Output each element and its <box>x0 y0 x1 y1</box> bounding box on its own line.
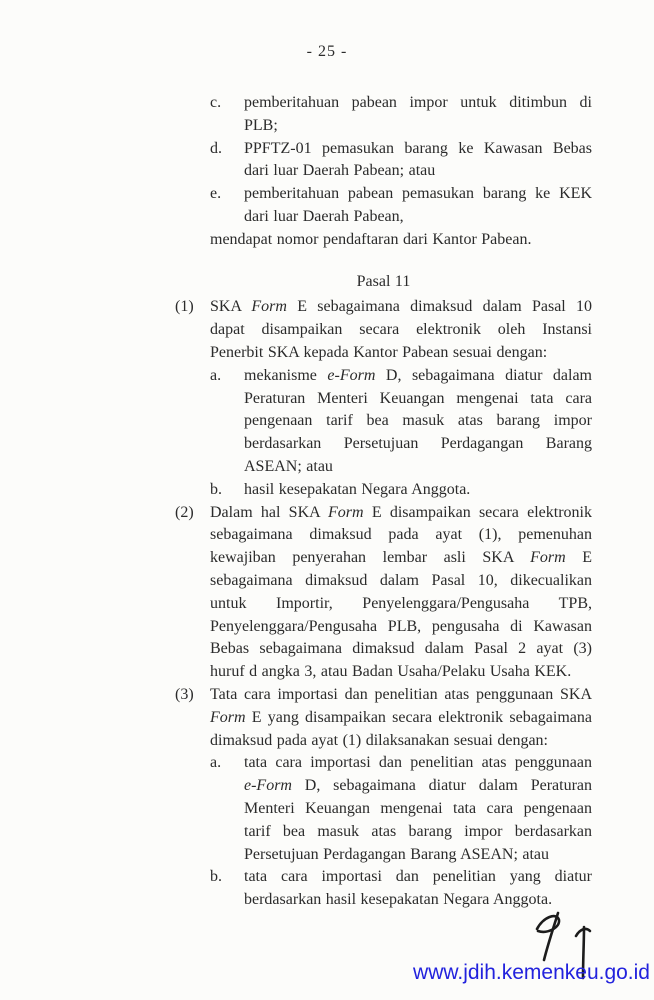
list-item-body <box>244 866 592 912</box>
text-line: pemberitahuan pabean impor untuk ditimbun di <box>244 94 592 111</box>
list-marker: b. <box>210 480 222 498</box>
list-item-body <box>244 479 592 502</box>
list-marker: d. <box>210 139 222 157</box>
text-line: Penerbit SKA kepada Kantor Pabean sesuai dengan: <box>210 343 548 361</box>
paragraph-body <box>210 684 592 752</box>
list-item <box>210 365 592 479</box>
paragraph-2 <box>175 502 592 684</box>
list-marker: e. <box>210 185 222 203</box>
list-marker: c. <box>210 94 222 111</box>
list-marker: a. <box>210 754 222 772</box>
text-line: tata cara importasi dan penelitian atas penggunaan <box>244 754 592 772</box>
list-item <box>210 752 592 866</box>
text-line: Bebas sebagaimana dimaksud dalam Pasal 2 ayat (3) <box>210 640 592 658</box>
text-line: kewajiban penyerahan lembar asli SKA Form E <box>210 549 592 567</box>
document-body <box>175 92 592 912</box>
text-line: berdasarkan hasil kesepakatan Negara Anggota. <box>244 891 553 909</box>
text-line: pemberitahuan pabean pemasukan barang ke KEK <box>244 185 592 203</box>
text-line: untuk Importir, Penyelenggara/Pengusaha TPB, <box>210 594 592 612</box>
list-item-body <box>244 752 592 866</box>
paragraph-1-subitems <box>210 365 592 502</box>
list-continuation <box>210 92 592 252</box>
text-line: sebagaimana dimaksud dalam Pasal 10, dikecualikan <box>210 571 592 589</box>
text-line: Dalam hal SKA Form E disampaikan secara elektronik <box>210 503 592 521</box>
text-line: ASEAN; atau <box>244 457 333 475</box>
footer-url-link[interactable]: www.jdih.kemenkeu.go.id <box>413 961 650 984</box>
text-line: Penyelenggara/Pengusaha PLB, pengusaha di Kawasan <box>210 617 592 635</box>
list-item-body <box>244 183 592 229</box>
text-line: dapat disampaikan secara elektronik oleh Instansi <box>210 321 592 339</box>
list-item <box>210 866 592 912</box>
list-marker: a. <box>210 366 222 384</box>
list-item <box>210 183 592 229</box>
page-number: - 25 - <box>306 43 348 60</box>
closing-line: mendapat nomor pendaftaran dari Kantor Pabean. <box>210 230 532 248</box>
list-marker: b. <box>210 868 222 886</box>
text-line: mekanisme e-Form D, sebagaimana diatur dalam <box>244 366 593 384</box>
text-line: e-Form D, sebagaimana diatur dalam Peraturan <box>244 777 592 795</box>
text-line: Persetujuan Perdagangan Barang ASEAN; atau <box>244 845 550 863</box>
text-line: dimaksud pada ayat (1) dilaksanakan sesuai dengan: <box>210 731 548 749</box>
text-line: berdasarkan Persetujuan Perdagangan Barang <box>244 435 592 453</box>
list-item-body <box>244 92 592 138</box>
text-line: tarif bea masuk atas barang impor berdasarkan <box>244 822 592 840</box>
paragraph-3 <box>175 684 592 752</box>
paragraph-1 <box>175 296 592 364</box>
paragraph-marker: (2) <box>175 503 194 521</box>
paragraph-marker: (3) <box>175 685 194 703</box>
text-line: Menteri Keuangan mengenai tata cara pengenaan <box>244 799 592 817</box>
text-line: Peraturan Menteri Keuangan mengenai tata cara <box>244 389 592 407</box>
pasal-heading: Pasal 11 <box>356 272 411 290</box>
text-line: dari luar Daerah Pabean; atau <box>244 162 436 180</box>
text-line: SKA Form E sebagaimana dimaksud dalam Pasal 10 <box>210 298 593 316</box>
paragraph-3-subitems <box>210 752 592 912</box>
list-item <box>210 479 592 502</box>
text-line: Tata cara importasi dan penelitian atas penggunaan SKA <box>210 685 592 703</box>
text-line: PLB; <box>244 116 278 134</box>
text-line: pengenaan tarif bea masuk atas barang impor <box>244 412 592 430</box>
text-line: tata cara importasi dan penelitian yang diatur <box>244 868 592 886</box>
paragraph-marker: (1) <box>175 298 194 316</box>
list-item <box>210 92 592 138</box>
list-item-body <box>244 365 592 479</box>
list-item-body <box>244 138 592 184</box>
text-line: huruf d angka 3, atau Badan Usaha/Pelaku Usaha KEK. <box>210 663 572 681</box>
text-line: dari luar Daerah Pabean, <box>244 207 404 225</box>
text-line: Form E yang disampaikan secara elektronik sebagaimana <box>210 708 592 726</box>
text-line: hasil kesepakatan Negara Anggota. <box>244 480 471 498</box>
paragraph-body <box>210 296 592 364</box>
text-line: sebagaimana dimaksud pada ayat (1), pemenuhan <box>210 526 592 544</box>
paragraph-body <box>210 502 592 684</box>
text-line: PPFTZ-01 pemasukan barang ke Kawasan Bebas <box>244 139 592 157</box>
list-item <box>210 138 592 184</box>
